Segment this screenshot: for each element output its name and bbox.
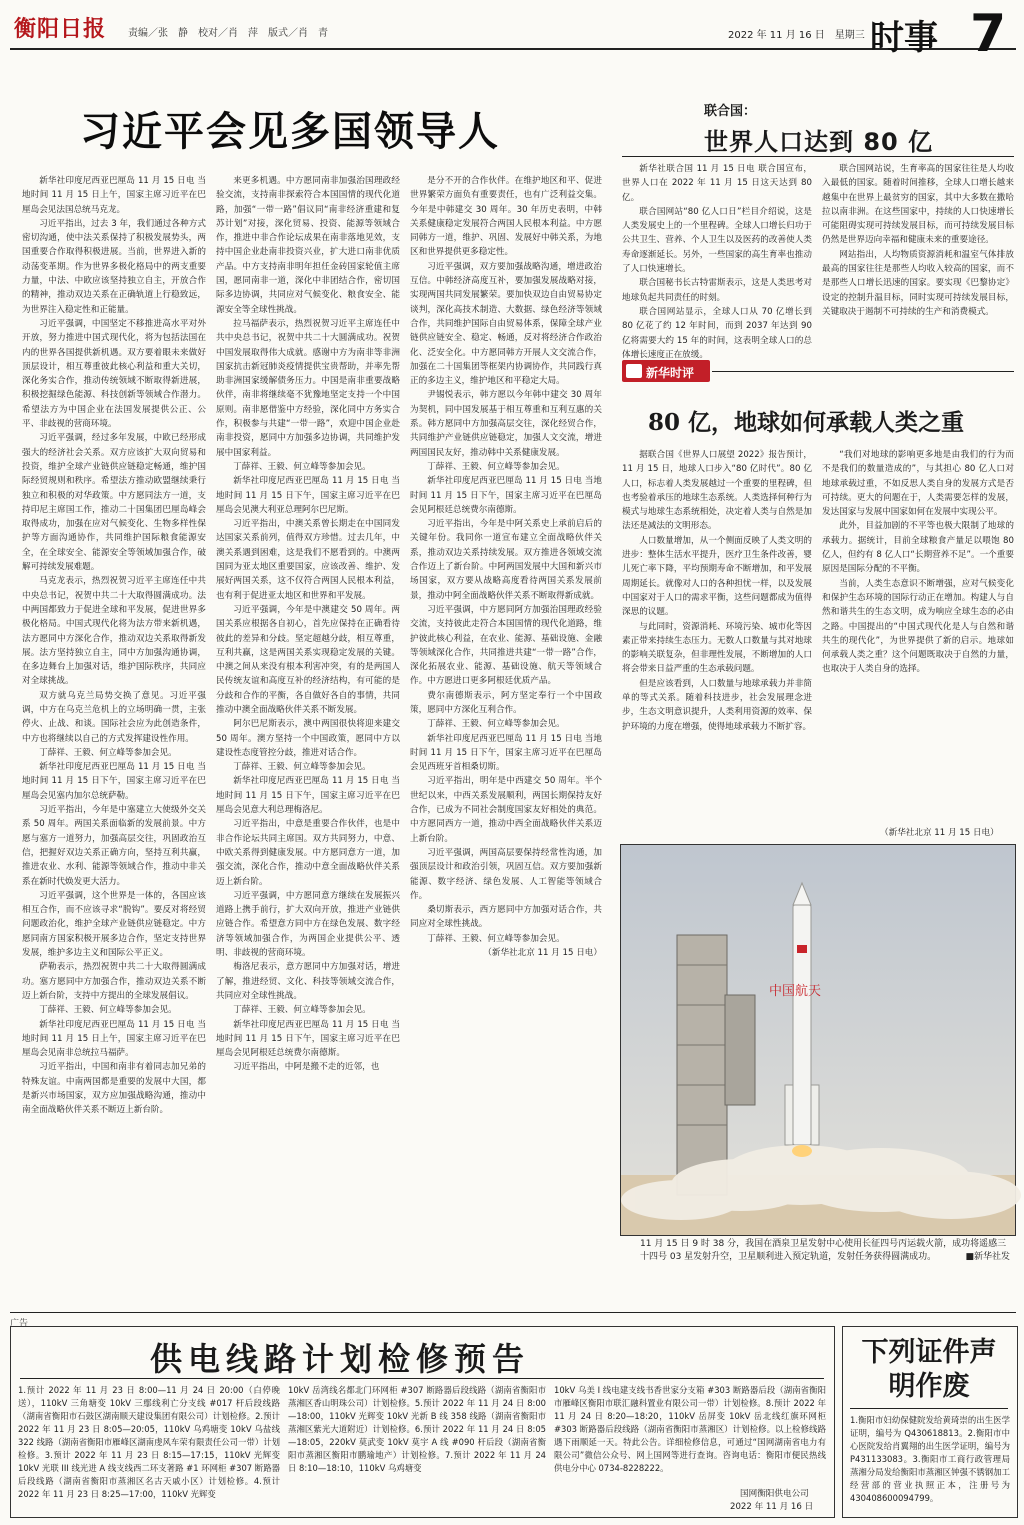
paragraph: 新华社印度尼西亚巴厘岛 11 月 15 日电 当地时间 11 月 15 日下午，国家主席习近平在巴厘岛会见阿根廷总统费尔南德斯。 [216,1019,400,1059]
paragraph: 拉马福萨表示，热烈祝贺习近平主席连任中共中央总书记，祝贺中共二十大圆满成功。祝贺中国发展取得伟大成就。感谢中方为南非等非洲国家抗击新冠肺炎疫情提供宝贵帮助，并率先帮助非洲国家缓解债务压力。中国是南非重要战略伙伴，南非将继续毫不犹豫地坚定支持一个中国原则。南非愿借鉴中方经验，深化同中方务实合作，积极参与共建“一带一路”，欢迎中国企业赴南非投资，愿同中方加强多边协调，共同维护发展中国家利益。 [216,318,400,458]
certificate-notice-title: 下列证件声明作废 [861,1337,997,1402]
paragraph: 丁薛祥、王毅、何立峰等参加会见。 [427,461,565,472]
paragraph: 马克龙表示，热烈祝贺习近平主席连任中共中央总书记，祝贺中共二十大取得圆满成功。法中两国都致力于促进全球和平发展，促进世界多极化格局。中国式现代化将为法方带来新机遇，法方愿同中方深化合作，推动双边关系取得新发展。法方坚持独立自主，同中方加强沟通协调，在多边舞台上加强对话，维护国际秩序，共同应对全球挑战。 [22,576,206,687]
newspaper-logo: 衡阳日报 [14,16,107,42]
paragraph: 桑切斯表示，西方愿同中方加强对话合作，共同应对全球性挑战。 [410,905,602,930]
population-column-a [622,162,812,360]
paragraph: 习近平强调，今年是中澳建交 50 周年。两国关系应根据各自初心，首先应保持在正确看待彼此的差异和分歧。坚定超越分歧，相互尊重，互利共赢，这是两国关系实现稳定发展的关键。中澳之间从来没有根本利害冲突，有的是两国人民传统友谊和高度互补的经济结构，有可能的是分歧和合作的平衡，各自做好各自的事情，共同推动中澳全面战略伙伴关系不断发展。 [216,604,400,715]
paragraph: 习近平强调，中国坚定不移推进高水平对外开放，努力推进中国式现代化，将为包括法国在内的世界各国提供新机遇。双方要着眼未来做好顶层设计，相互尊重彼此核心利益和重大关切，深化务实合作，推动传统领域不断取得新进展，积极挖掘绿色能源、科技创新等领域合作潜力。希望法方为中国企业在法国发展提供公正、公平、非歧视的营商环境。 [22,318,206,430]
article-column-1 [22,174,206,1308]
paragraph: 习近平强调，双方要加强战略沟通，增进政治互信。中韩经济高度互补，要加强发展战略对接，实现两国共同发展繁荣。要加快双边自由贸易协定谈判，深化高技术制造、大数据、绿色经济等领域合作，共同维护国际自由贸易体系，保障全球产业链供应链安全、稳定、畅通，反对将经济合作政治化、泛安全化。中方愿同韩方开展人文交流合作，加强在二十国集团等框架内协调协作，共同践行真正的多边主义，维护地区和平稳定大局。 [410,261,602,387]
commentary-byline: （新华社北京 11 月 15 日电） [880,828,999,838]
photo-credit: ■新华社发 [965,1252,1010,1262]
divider [20,1378,824,1379]
paragraph: 尹锡悦表示，韩方愿以今年韩中建交 30 周年为契机，同中国发展基于相互尊重和互利互惠的关系。韩方愿同中方加强高层交往，深化经贸合作，共同维护产业链供应链稳定，加强人文交流，增进两国国民友好，推动韩中关系健康发展。 [410,390,602,458]
paragraph: 此外，目益加剧的不平等也极大限制了地球的承载力。据统计，目前全球粮食产量足以喂饱 80 亿人，但约有 8 亿人口“长期营养不足”。一个重要原因是国际分配的不平衡。 [822,521,1014,575]
paragraph: 丁薛祥、王毅、何立峰等参加会见。 [233,1005,371,1016]
paragraph: 联合国秘书长古特雷斯表示，这是人类思考对地球负起共同责任的时刻。 [622,278,812,303]
photo-caption: 11 月 15 日 9 时 38 分，我国在酒泉卫星发射中心使用长征四号丙运载火箭，成功将遥感三十四号 03 星发射升空，卫星顺利进入预定轨道，发射任务获得圆满成功。 ■新华社发 [640,1239,1010,1262]
notice-date: 2022 年 11 月 16 日 [730,1502,814,1512]
paragraph: 习近平指出，中意是重要合作伙伴，也是中非合作论坛共同主席国。双方共同努力，中意、中欧关系得到健康发展。中方愿同意方一道，加强交流，深化合作，推动中意全面战略伙伴关系迈上新台阶。 [216,819,400,887]
paragraph: 丁薛祥、王毅、何立峰等参加会见。 [39,747,177,758]
paragraph: 人口数量增加，从一个侧面反映了人类文明的进步：整体生活水平提升，医疗卫生条件改善，婴儿死亡率下降，平均预期寿命不断增加，和平发展周期延长。就像对人口的各种担忧一样，以及发展中国家对于人口的需求平衡，这些问题都成为值得深思的议题。 [622,535,812,618]
maintenance-col-a: 1.预计 2022 年 11 月 23 日 8:00—11 月 24 日 20:00（白停晚送），110kV 三角塘变 10kV 三鄢线利亡分支线 #017 杆后段线路（湖南省衡阳市石鼓区湖南顺天建设集团有限公司）计划检修。2.预计 2022 年 11 月 23 日 8:05—20:05，110kV 乌鸡塘变 10kV 乌盐线 322 线路（湖南省衡阳市雁峰区湖南虔风车荣有限责任公司一带）计划检修。3.预计 2022 年 11 月 23 日 8:15—17:15，110kV 光辉变 10kV 光联 III 线光进 A 线支线西二环支著路 #1 环网柜 #307 断路器后段线路（湖南省衡阳市蒸湘区名古天戚小区）计划检修。4.预计 2022 年 11 月 23 日 8:25—17:00，110kV 光辉变 [18,1385,280,1499]
paragraph: 新华社印度尼西亚巴厘岛 11 月 15 日电 当地时间 11 月 15 日下午，国家主席习近平在巴厘岛会见阿根廷总统费尔南德斯。 [410,476,602,515]
paragraph: 来更多机遇。中方愿同南非加强治国理政经验交流，支持南非探索符合本国国情的现代化道路，加强“一带一路”倡议同“南非经济重建和复苏计划”对接，深化贸易、投资、能源等领域合作，推进中非合作论坛成果在南非落地见效，支持中国企业赴南非投资兴业，扩大进口南非优质产品。中方支持南非明年担任金砖国家轮值主席国，愿同南非一道，深化中非团结合作，密切国际多边协调，共同应对气候变化、粮食安全、能源安全等全球性挑战。 [216,176,400,315]
paragraph: 费尔南德斯表示，阿方坚定奉行一个中国政策，愿同中方深化互利合作。 [410,690,602,715]
paragraph: 但是应该看到，人口数量与地球承载力并非简单的等式关系。随着科技进步，社会发展理念进步，生态文明意识提升，人类利用资源的效率、保护环境的力度在增强，使得地球承载力不断扩容。 [622,678,812,732]
paragraph: 习近平指出，中澳关系曾长期走在中国同发达国家关系前列，值得双方珍惜。过去几年，中澳关系遇到困难，这是我们不愿看到的。中澳两国同为亚太地区重要国家，应该改善、维护、发展好两国关系，这不仅符合两国人民根本利益，也有利于促进亚太地区和世界和平发展。 [216,519,400,601]
rocket-launch-photo [620,844,1016,1236]
paragraph: 新华社印度尼西亚巴厘岛 11 月 15 日电 当地时间 11 月 15 日上午，国家主席习近平在巴厘岛会见南非总统拉马福萨。 [22,1019,206,1059]
article-byline: （新华社北京 11 月 15 日电） [483,948,602,959]
xinhua-logo-icon [626,364,642,378]
paragraph: 习近平指出，中阿是搬不走的近邻，也 [233,1062,380,1073]
paragraph: 与此同时，资源消耗、环境污染、城市化等因素正带来持续生态压力。无数人口数量与其对地球的影响关联复杂，但非理性发展，不断增加的人口将会带来日益严重的生态承载问题。 [622,621,812,675]
paragraph: 新华社印度尼西亚巴厘岛 11 月 15 日电 当地时间 11 月 15 日下午，国家主席习近平在巴厘岛会见意大利总理梅洛尼。 [216,776,400,816]
page-number: 7 [970,4,1007,64]
commentary-column-a [622,448,812,838]
paragraph: 联合国网站“80 亿人口日”栏目介绍说，这是人类发展史上的一个里程碑。全球人口增长归功于公共卫生、营养、个人卫生以及医药的改善使人类寿命逐渐延长。另外，一些国家的高生育率也推动了人口快速增长。 [622,206,812,275]
paragraph: 习近平指出，过去 3 年，我们通过各种方式密切沟通，使中法关系保持了积极发展势头，两国重要合作取得积极进展。当前，世界进入新的动荡变革期。作为世界多极化格局中的两支重要力量，中法、中欧应该坚持独立自主，开放合作的精神，推动双边关系在正确轨道上行稳致远，为世界注入稳定性和正能量。 [22,218,206,315]
paragraph: 据联合国《世界人口展望 2022》报告预计，11 月 15 日，地球人口步入“80 亿时代”。80 亿人口，标志着人类发展越过一个重要的里程碑，但也考验着承压的地球生态系统。人类选择何种行为模式与地球生态系统相处，决定着人类与自然是加法还是减法的文明形态。 [622,450,812,532]
paragraph: 丁薛祥、王毅、何立峰等参加会见。 [233,461,371,472]
paragraph: 习近平强调，中方愿同意方继续在发展振兴道路上携手前行，扩大双向开放，推进产业链供应链合作。希望意方同中方在绿色发展、数字经济等领域加强合作，为两国企业提供公平、透明、非歧视的营商环境。 [216,890,400,959]
paragraph: 习近平指出，明年是中西建交 50 周年。半个世纪以来，中西关系发展顺利，两国长期保持友好合作，已成为不同社会制度国家友好相处的典范。中方愿同西方一道，推动中西全面战略伙伴关系迈上新台阶。 [410,776,602,844]
commentary-headline: 80 亿，地球如何承载人类之重 [648,409,965,436]
paragraph: 萨勒表示，热烈祝贺中共二十大取得圆满成功。塞方愿同中方加强合作，推动双边关系不断迈上新台阶，支持中方提出的全球发展倡议。 [22,962,206,1001]
paragraph: 新华社联合国 11 月 15 日电 联合国宣布，世界人口在 2022 年 11 月 15 日这天达到 80 亿。 [622,164,812,203]
divider [622,156,1014,157]
divider [850,1408,1008,1409]
ad-label: 广告 [10,1319,29,1329]
paragraph: 新华社印度尼西亚巴厘岛 11 月 15 日电 当地时间 11 月 15 日下午，国家主席习近平在巴厘岛会见澳大利亚总理阿尔巴尼斯。 [216,476,400,515]
paragraph: 双方就乌克兰局势交换了意见。习近平强调，中方在乌克兰危机上的立场明确一贯，主张停火、止战、和谈。国际社会应为此创造条件，中方也将继续以自己的方式发挥建设性作用。 [22,690,206,744]
paragraph: 新华社印度尼西亚巴厘岛 11 月 15 日电 当地时间 11 月 15 日下午，国家主席习近平在巴厘岛会见塞内加尔总统萨勒。 [22,762,206,801]
certificate-notice-body: 1.衡阳市妇幼保健院发给黄琦崇的出生医学证明，编号为 Q430618813。2.衡阳市中心医院发给肖翼翔的出生医学证明，编号为 P431133083。3.衡阳市工商行政管理局蒸湘分局发给衡阳市蒸湘区钟强不锈钢加工经营部的营业执照正本，注册号为 430408600094799。 [850,1415,1010,1503]
maintenance-col-b: 10kV 岳湾线名都北门环网柜 #307 断路器后段线路（湖南省衡阳市蒸湘区香山明珠公司）计划检修。5.预计 2022 年 11 月 24 日 8:00—18:00，110kV 光辉变 10kV 光新 B 线 358 线路（湖南省衡阳市蒸湘区紫光大道附近）计划检修。6.预计 2022 年 11 月 24 日 8:05—18:05，220kV 莫武变 10kV 莫宇 A 线 #090 杆后段（湖南省衡阳市蒸湘区衡阳市鹏瑜地产）计划检修。7.预计 2022 年 11 月 24 日 8:10—18:10，110kV 乌鸡塘变 [288,1385,546,1473]
population-column-b [822,162,1014,342]
maintenance-notice-title: 供电线路计划检修预告 [150,1340,531,1378]
paragraph: 丁薛祥、王毅、何立峰等参加会见。 [427,933,565,944]
main-headline: 习近平会见多国领导人 [80,109,500,155]
divider [10,1312,1016,1313]
issue-date: 2022 年 11 月 16 日 星期三 [728,30,865,41]
paragraph: 联合国网站说，生育率高的国家往往是人均收入最低的国家。随着时间推移，全球人口增长越来越集中在世界上最贫穷的国家，其中大多数在撒哈拉以南非洲。在这些国家中，持续的人口快速增长可能阻碍实现可持续发展目标，而可持续发展目标仍然是世界迈向幸福和健康未来的重要途径。 [822,164,1014,246]
paragraph: 习近平强调，两国高层要保持经常性沟通，加强顶层设计和政治引领，巩固互信。双方要加强新能源、数字经济、绿色发展、人工智能等领域合作。 [410,847,602,901]
commentary-column-b [822,448,1014,826]
paragraph: 当前，人类生态意识不断增强，应对气候变化和保护生态环境的国际行动正在增加。构建人与自然和谐共生的生态文明，成为响应全球生态的必由之路。中国提出的“中国式现代化是人与自然和谐共生的现代化”，为世界提供了新的启示。地球如何承载人类之重？这个问题既取决于自然的力量，也取决于人类自身的选择。 [822,578,1014,675]
notice-signature: 国网衡阳供电公司 [740,1489,809,1499]
section-name: 时事 [870,18,938,58]
paragraph: 阿尔巴尼斯表示，澳中两国很快将迎来建交 50 周年。澳方坚持一个中国政策，愿同中方以建设性态度管控分歧，推进对话合作。 [216,719,400,758]
paragraph: 网站指出，人均物质资源消耗和温室气体排放最高的国家往往是那些人均收入较高的国家，而不是那些人口增长迅速的国家。要实现《巴黎协定》设定的控制升温目标，同时实现可持续发展目标，关键取决于遏制不可持续的生产和消费模式。 [822,249,1014,317]
editors-credit: 责编／张 静 校对／肖 萍 版式／肖 青 [128,28,328,39]
paragraph: 习近平强调，这个世界是一体的，各国应该相互合作，而不应该寻求“脱钩”。要反对将经贸问题政治化，维护全球产业链供应链稳定。中方愿同南方国家积极开展多边合作，坚定支持世界发展，维护多边主义和国际公平正义。 [22,890,206,959]
paragraph: 丁薛祥、王毅、何立峰等参加会见。 [233,762,371,773]
rocket-lettering: 中国航天 [769,984,822,999]
paragraph: 联合国网站显示，全球人口从 70 亿增长到 80 亿花了约 12 年时间，而到 2037 年达到 90 亿将需要大约 15 年的时间，这表明全球人口的总体增长速度正在放缓。 [622,306,812,360]
article-column-3 [410,174,602,1308]
paragraph: 习近平指出，今年是中塞建立大使级外交关系 50 周年。两国关系面临新的发展前景。中方愿与塞方一道努力，加强高层交往，巩固政治互信，把握好双边关系正确方向，坚持互利共赢，推进农业、水利、能源等领域合作，推动中非关系在新时代焕发更大活力。 [22,805,206,887]
population-headline: 世界人口达到 80 亿 [704,128,934,156]
paragraph: 习近平强调，经过多年发展，中欧已经形成强大的经济社会关系。双方应该扩大双向贸易和投资，维护全球产业链供应链稳定畅通，维护国际经贸规则和秩序。希望法方推动欧盟继续秉行独立和积极的对华政策。中方愿同法方一道，支持印尼主席国工作，推动二十国集团巴厘岛峰会取得成功，加强在应对气候变化、生物多样性保护等方面沟通协作，共同维护国际粮食能源安全，在全球安全、能源安全等领域加强合作，破解可持续发展难题。 [22,433,206,573]
paragraph: 习近平强调，中方愿同阿方加强治国理政经验交流，支持彼此走符合本国国情的现代化道路，维护彼此核心利益，在农业、能源、基础设施、金融等领域深化合作，共同推进共建“一带一路”合作，深化拓展农业、能源、基础设施、航天等领域合作。中方愿进口更多阿根廷优质产品。 [410,604,602,687]
paragraph: 梅洛尼表示，意方愿同中方加强对话，增进了解，推进经贸、文化、科技等领域交流合作，共同应对全球性挑战。 [216,962,400,1001]
paragraph: 是分不开的合作伙伴。在维护地区和平、促进世界繁荣方面负有重要责任，也有广泛利益交集。今年是中韩建交 30 周年。30 年历史表明，中韩关系健康稳定发展符合两国人民根本利益。中方愿同韩方一道，维护、巩固、发展好中韩关系，为地区和世界提供更多稳定性。 [410,176,602,258]
article-column-2 [216,174,400,1308]
news-kicker: 联合国： [704,104,757,119]
maintenance-col-c: 10kV 乌美 I 线电建支线书香世家分支箱 #303 断路器后段（湖南省衡阳市雁峰区衡阳市联汇融科置业有限公司一带）计划检修。8.预计 2022 年 11 月 24 日 8:20—18:20，110kV 岳屏变 10kV 岳北线红旗环网柜 #303 断路器后段线路（湖南省衡阳市蒸湘区）计划检修。以上检修线路遇下雨顺延一天。特此公告。详细检修信息，可通过“国网湖南省电力有限公司”微信公众号、网上国网等进行查询。咨询电话：衡阳市便民热线供电分中心 0734-8228222。 [554,1385,826,1473]
paragraph: 习近平指出，中国和南非有着同志加兄弟的特殊友谊。中南两国都是重要的发展中大国，都是新兴市场国家，双方应加强战略沟通，推动中南全面战略伙伴关系不断迈上新台阶。 [22,1062,206,1116]
xinhua-commentary-badge: 新华时评 [622,360,710,382]
paragraph: 习近平指出，今年是中阿关系史上承前启后的关键年份。我同你一道宣布建立全面战略伙伴关系，推动双边关系持续发展。双方推进各领域交流合作迈上了新台阶。中阿两国发展中大国和新兴市场国家，双方要从战略高度看待两国关系发展前景，推动中阿全面战略伙伴关系不断取得新成就。 [410,519,602,601]
masthead [10,4,1016,64]
paragraph: 丁薛祥、王毅、何立峰等参加会见。 [427,719,565,730]
divider [712,371,1014,372]
paragraph: 新华社印度尼西亚巴厘岛 11 月 15 日电 当地时间 11 月 15 日下午，国家主席习近平在巴厘岛会见西班牙首相桑切斯。 [410,733,602,773]
paragraph: 丁薛祥、王毅、何立峰等参加会见。 [39,1005,177,1016]
paragraph: “我们对地球的影响更多地是由我们的行为而不是我们的数量造成的”，与其担心 80 亿人口对地球承载过重，不如反思人类自身的发展方式是否可持续。更大的问题在于，人类需要怎样的发展，发达国家与发展中国家如何在发展中实现公平。 [822,450,1014,518]
rocket-illustration [621,845,1015,1235]
paragraph: 新华社印度尼西亚巴厘岛 11 月 15 日电 当地时间 11 月 15 日上午，国家主席习近平在巴厘岛会见法国总统马克龙。 [22,176,206,215]
